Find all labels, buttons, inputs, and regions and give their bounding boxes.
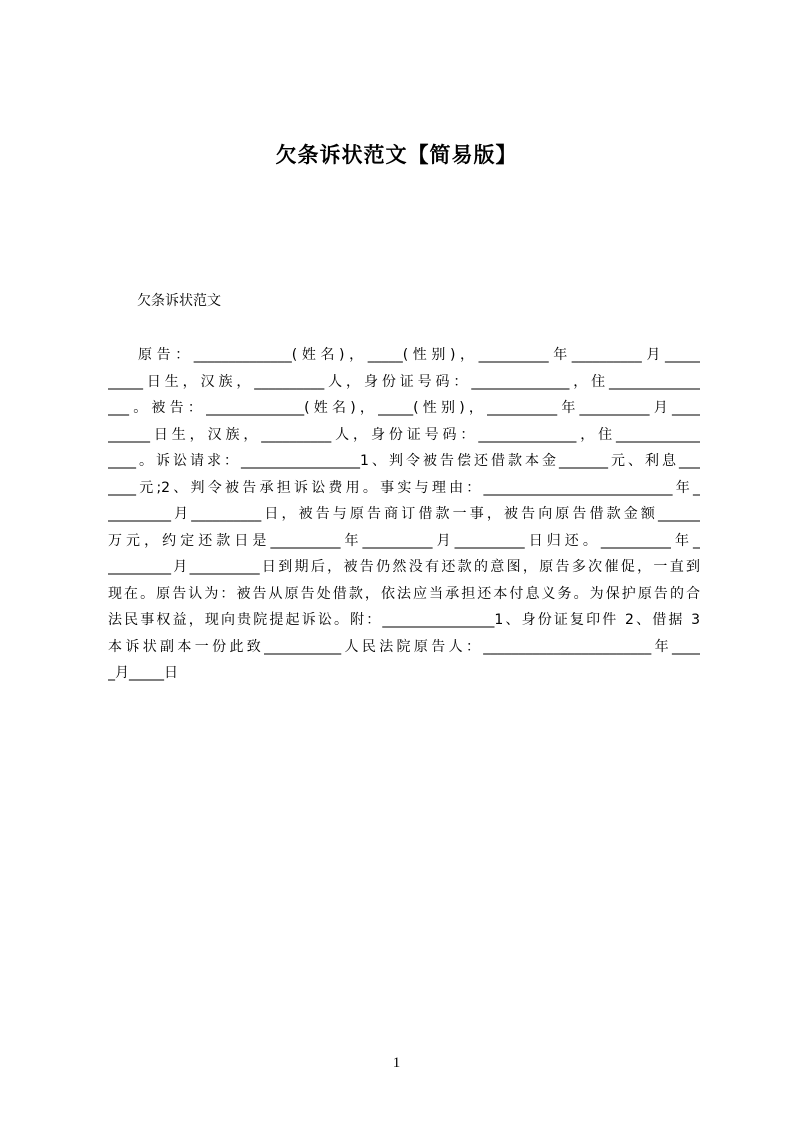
body-line: 法民事权益，现向贵院提起诉讼。附：________________1、身份证复印件 2、借据 3 xyxy=(108,612,700,628)
body-line: 原告：______________(姓名)，_____(性别)，__________年__________月_____ xyxy=(138,347,700,363)
document-body xyxy=(108,342,700,687)
body-line: 本诉状副本一份此致___________人民法院原告人：________________________年____ xyxy=(108,638,700,655)
body-line: _月_____日 xyxy=(108,665,178,681)
body-line: ______日生，汉族，__________人，身份证号码：______________，住____________ xyxy=(108,426,700,443)
body-line: 万元，约定还款日是__________年__________月__________日归还。__________年_ xyxy=(108,532,700,549)
page-number: 1 xyxy=(392,1055,401,1071)
body-line: ____。诉讼请求：_________________1、判令被告偿还借款本金_______元、利息___ xyxy=(108,453,700,469)
body-line: _________月__________日，被告与原告商订借款一事，被告向原告借款金额______ xyxy=(108,506,700,522)
document-subtitle: 欠条诉状范文 xyxy=(137,293,221,309)
body-line: ____元;2、判令被告承担诉讼费用。事实与理由：___________________________年_ xyxy=(108,479,700,496)
body-line: ___。被告：______________(姓名)，_____(性别)，__________年__________月____ xyxy=(108,400,700,416)
document-title: 欠条诉状范文【简易版】 xyxy=(275,143,518,167)
body-line: _________月__________日到期后，被告仍然没有还款的意图，原告多次催促，一直到 xyxy=(108,559,700,575)
body-line: 现在。原告认为：被告从原告处借款，依法应当承担还本付息义务。为保护原告的合 xyxy=(108,585,700,602)
body-line: _____日生，汉族，__________人，身份证号码：______________，住_____________ xyxy=(108,373,700,390)
